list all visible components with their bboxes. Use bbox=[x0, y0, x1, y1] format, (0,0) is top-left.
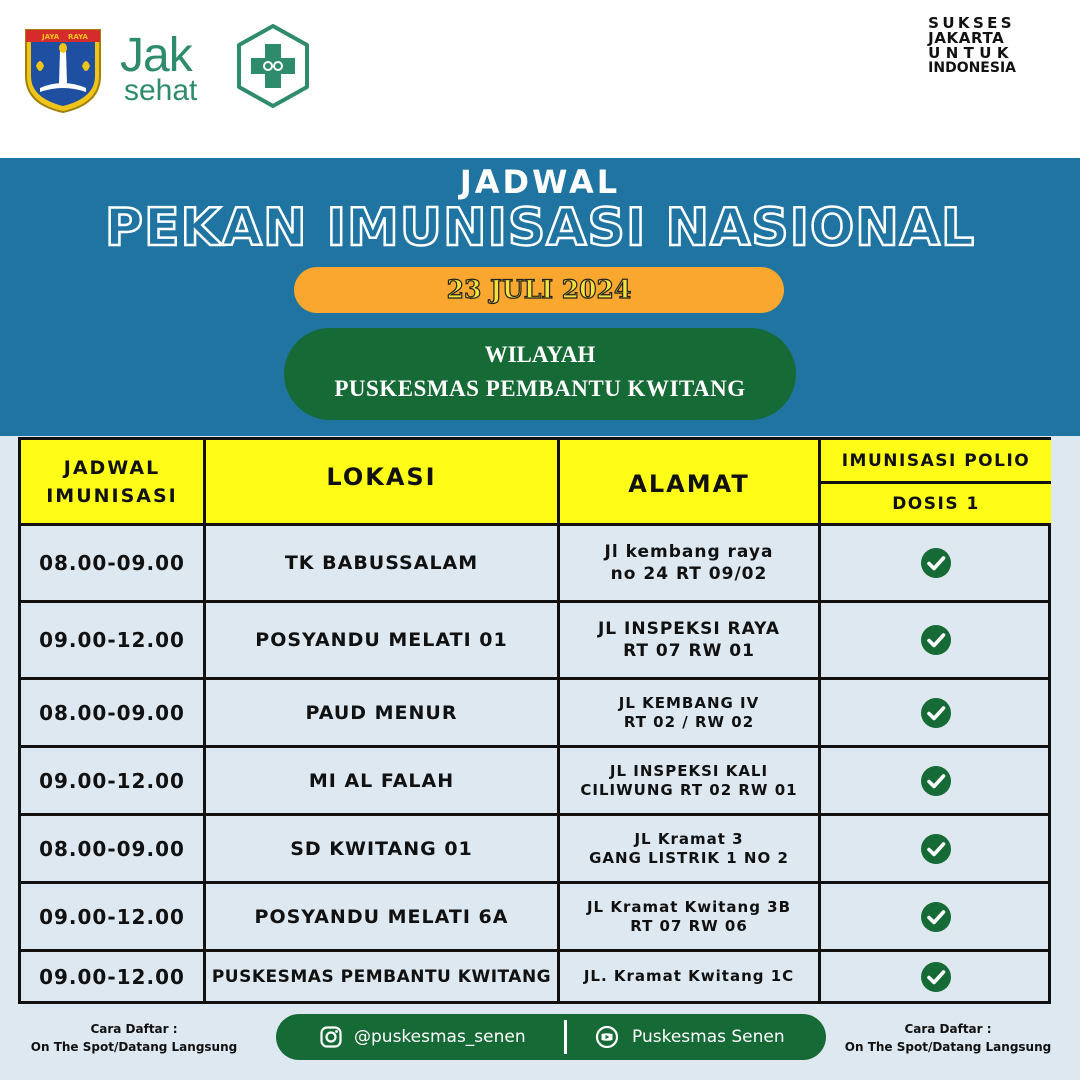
page-header bbox=[0, 0, 1080, 158]
check-icon bbox=[920, 624, 952, 656]
header-imunisasi-polio: IMUNISASI POLIO bbox=[821, 440, 1051, 484]
check-icon bbox=[920, 765, 952, 797]
alamat-line: JL Kramat Kwitang 3B bbox=[586, 897, 792, 916]
check-icon bbox=[920, 697, 952, 729]
alamat-line: JL Kramat 3 bbox=[634, 829, 744, 848]
instagram-icon bbox=[320, 1026, 342, 1048]
cell-time: 09.00-12.00 bbox=[21, 884, 206, 952]
cell-alamat bbox=[560, 952, 821, 1001]
header-jadwal-line1: JADWAL bbox=[63, 456, 161, 479]
cell-dosis-1 bbox=[821, 816, 1051, 884]
cell-alamat bbox=[560, 603, 821, 680]
alamat-line: JL KEMBANG IV bbox=[618, 693, 760, 712]
alamat-line: Jl kembang raya bbox=[604, 542, 774, 562]
cell-alamat bbox=[560, 748, 821, 816]
registration-method: On The Spot/Datang Langsung bbox=[30, 1040, 238, 1054]
alamat-line: JL. Kramat Kwitang 1C bbox=[583, 967, 795, 985]
social-divider bbox=[564, 1020, 567, 1054]
cell-lokasi: POSYANDU MELATI 01 bbox=[206, 603, 560, 680]
alamat-line: CILIWUNG RT 02 RW 01 bbox=[580, 780, 798, 799]
cell-time: 08.00-09.00 bbox=[21, 680, 206, 748]
alamat-line: RT 07 RW 01 bbox=[623, 641, 755, 661]
youtube-icon bbox=[595, 1026, 619, 1048]
registration-label: Cara Daftar : bbox=[90, 1022, 178, 1036]
region-badge bbox=[284, 328, 796, 420]
cell-time: 09.00-12.00 bbox=[21, 952, 206, 1001]
jaksehat-cross-icon bbox=[234, 22, 312, 110]
alamat-line: no 24 RT 09/02 bbox=[610, 564, 768, 584]
registration-note-right bbox=[838, 1020, 1058, 1056]
cell-lokasi: MI AL FALAH bbox=[206, 748, 560, 816]
cell-dosis-1 bbox=[821, 603, 1051, 680]
cell-lokasi: TK BABUSSALAM bbox=[206, 526, 560, 603]
header-jadwal-line2: IMUNISASI bbox=[46, 484, 178, 507]
cell-dosis-1 bbox=[821, 680, 1051, 748]
check-icon bbox=[920, 901, 952, 933]
registration-note-left bbox=[24, 1020, 244, 1056]
alamat-line: JL INSPEKSI RAYA bbox=[597, 619, 781, 639]
cell-time: 08.00-09.00 bbox=[21, 526, 206, 603]
cell-alamat bbox=[560, 884, 821, 952]
slogan-line: UNTUK bbox=[928, 44, 1014, 62]
cell-lokasi: PAUD MENUR bbox=[206, 680, 560, 748]
instagram-handle[interactable]: @puskesmas_senen bbox=[354, 1027, 526, 1047]
schedule-table bbox=[18, 437, 1051, 1004]
cell-alamat bbox=[560, 526, 821, 603]
header-dosis-1: DOSIS 1 bbox=[821, 484, 1051, 526]
header-alamat: ALAMAT bbox=[560, 440, 821, 526]
slogan-line: JAKARTA bbox=[928, 29, 1005, 47]
social-media-bar bbox=[276, 1014, 826, 1060]
alamat-line: RT 02 / RW 02 bbox=[623, 712, 755, 731]
svg-text:RAYA: RAYA bbox=[68, 33, 88, 41]
cell-dosis-1 bbox=[821, 952, 1051, 1001]
alamat-line: GANG LISTRIK 1 NO 2 bbox=[589, 848, 789, 867]
alamat-line: JL INSPEKSI KALI bbox=[609, 761, 769, 780]
header-lokasi: LOKASI bbox=[206, 440, 560, 526]
cell-dosis-1 bbox=[821, 884, 1051, 952]
region-name: PUSKESMAS PEMBANTU KWITANG bbox=[334, 376, 746, 401]
cell-lokasi: PUSKESMAS PEMBANTU KWITANG bbox=[206, 952, 560, 1001]
cell-dosis-1 bbox=[821, 748, 1051, 816]
registration-method: On The Spot/Datang Langsung bbox=[844, 1040, 1052, 1054]
slogan-line: INDONESIA bbox=[928, 60, 1016, 76]
check-icon bbox=[920, 547, 952, 579]
cell-dosis-1 bbox=[821, 526, 1051, 603]
cell-time: 09.00-12.00 bbox=[21, 748, 206, 816]
alamat-line: RT 07 RW 06 bbox=[630, 916, 748, 935]
slogan-line: SUKSES bbox=[928, 14, 1016, 32]
cell-time: 09.00-12.00 bbox=[21, 603, 206, 680]
svg-text:JAYA: JAYA bbox=[42, 33, 60, 41]
registration-label: Cara Daftar : bbox=[904, 1022, 992, 1036]
page-title: PEKAN IMUNISASI NASIONAL bbox=[104, 198, 976, 258]
cell-lokasi: SD KWITANG 01 bbox=[206, 816, 560, 884]
logo-jak-text: Jak bbox=[120, 29, 192, 82]
youtube-channel[interactable]: Puskesmas Senen bbox=[632, 1027, 785, 1047]
title-jadwal: JADWAL bbox=[459, 163, 621, 201]
logo-sehat-text: sehat bbox=[124, 74, 198, 107]
region-label: WILAYAH bbox=[484, 342, 596, 367]
check-icon bbox=[920, 961, 952, 993]
slogan bbox=[928, 16, 1016, 76]
jakarta-crest-icon bbox=[22, 26, 104, 114]
cell-alamat bbox=[560, 680, 821, 748]
cell-lokasi: POSYANDU MELATI 6A bbox=[206, 884, 560, 952]
date-text: 23 JULI 2024 bbox=[446, 275, 632, 304]
cell-alamat bbox=[560, 816, 821, 884]
header-jadwal bbox=[21, 440, 206, 526]
date-badge bbox=[294, 267, 784, 313]
check-icon bbox=[920, 833, 952, 865]
cell-time: 08.00-09.00 bbox=[21, 816, 206, 884]
